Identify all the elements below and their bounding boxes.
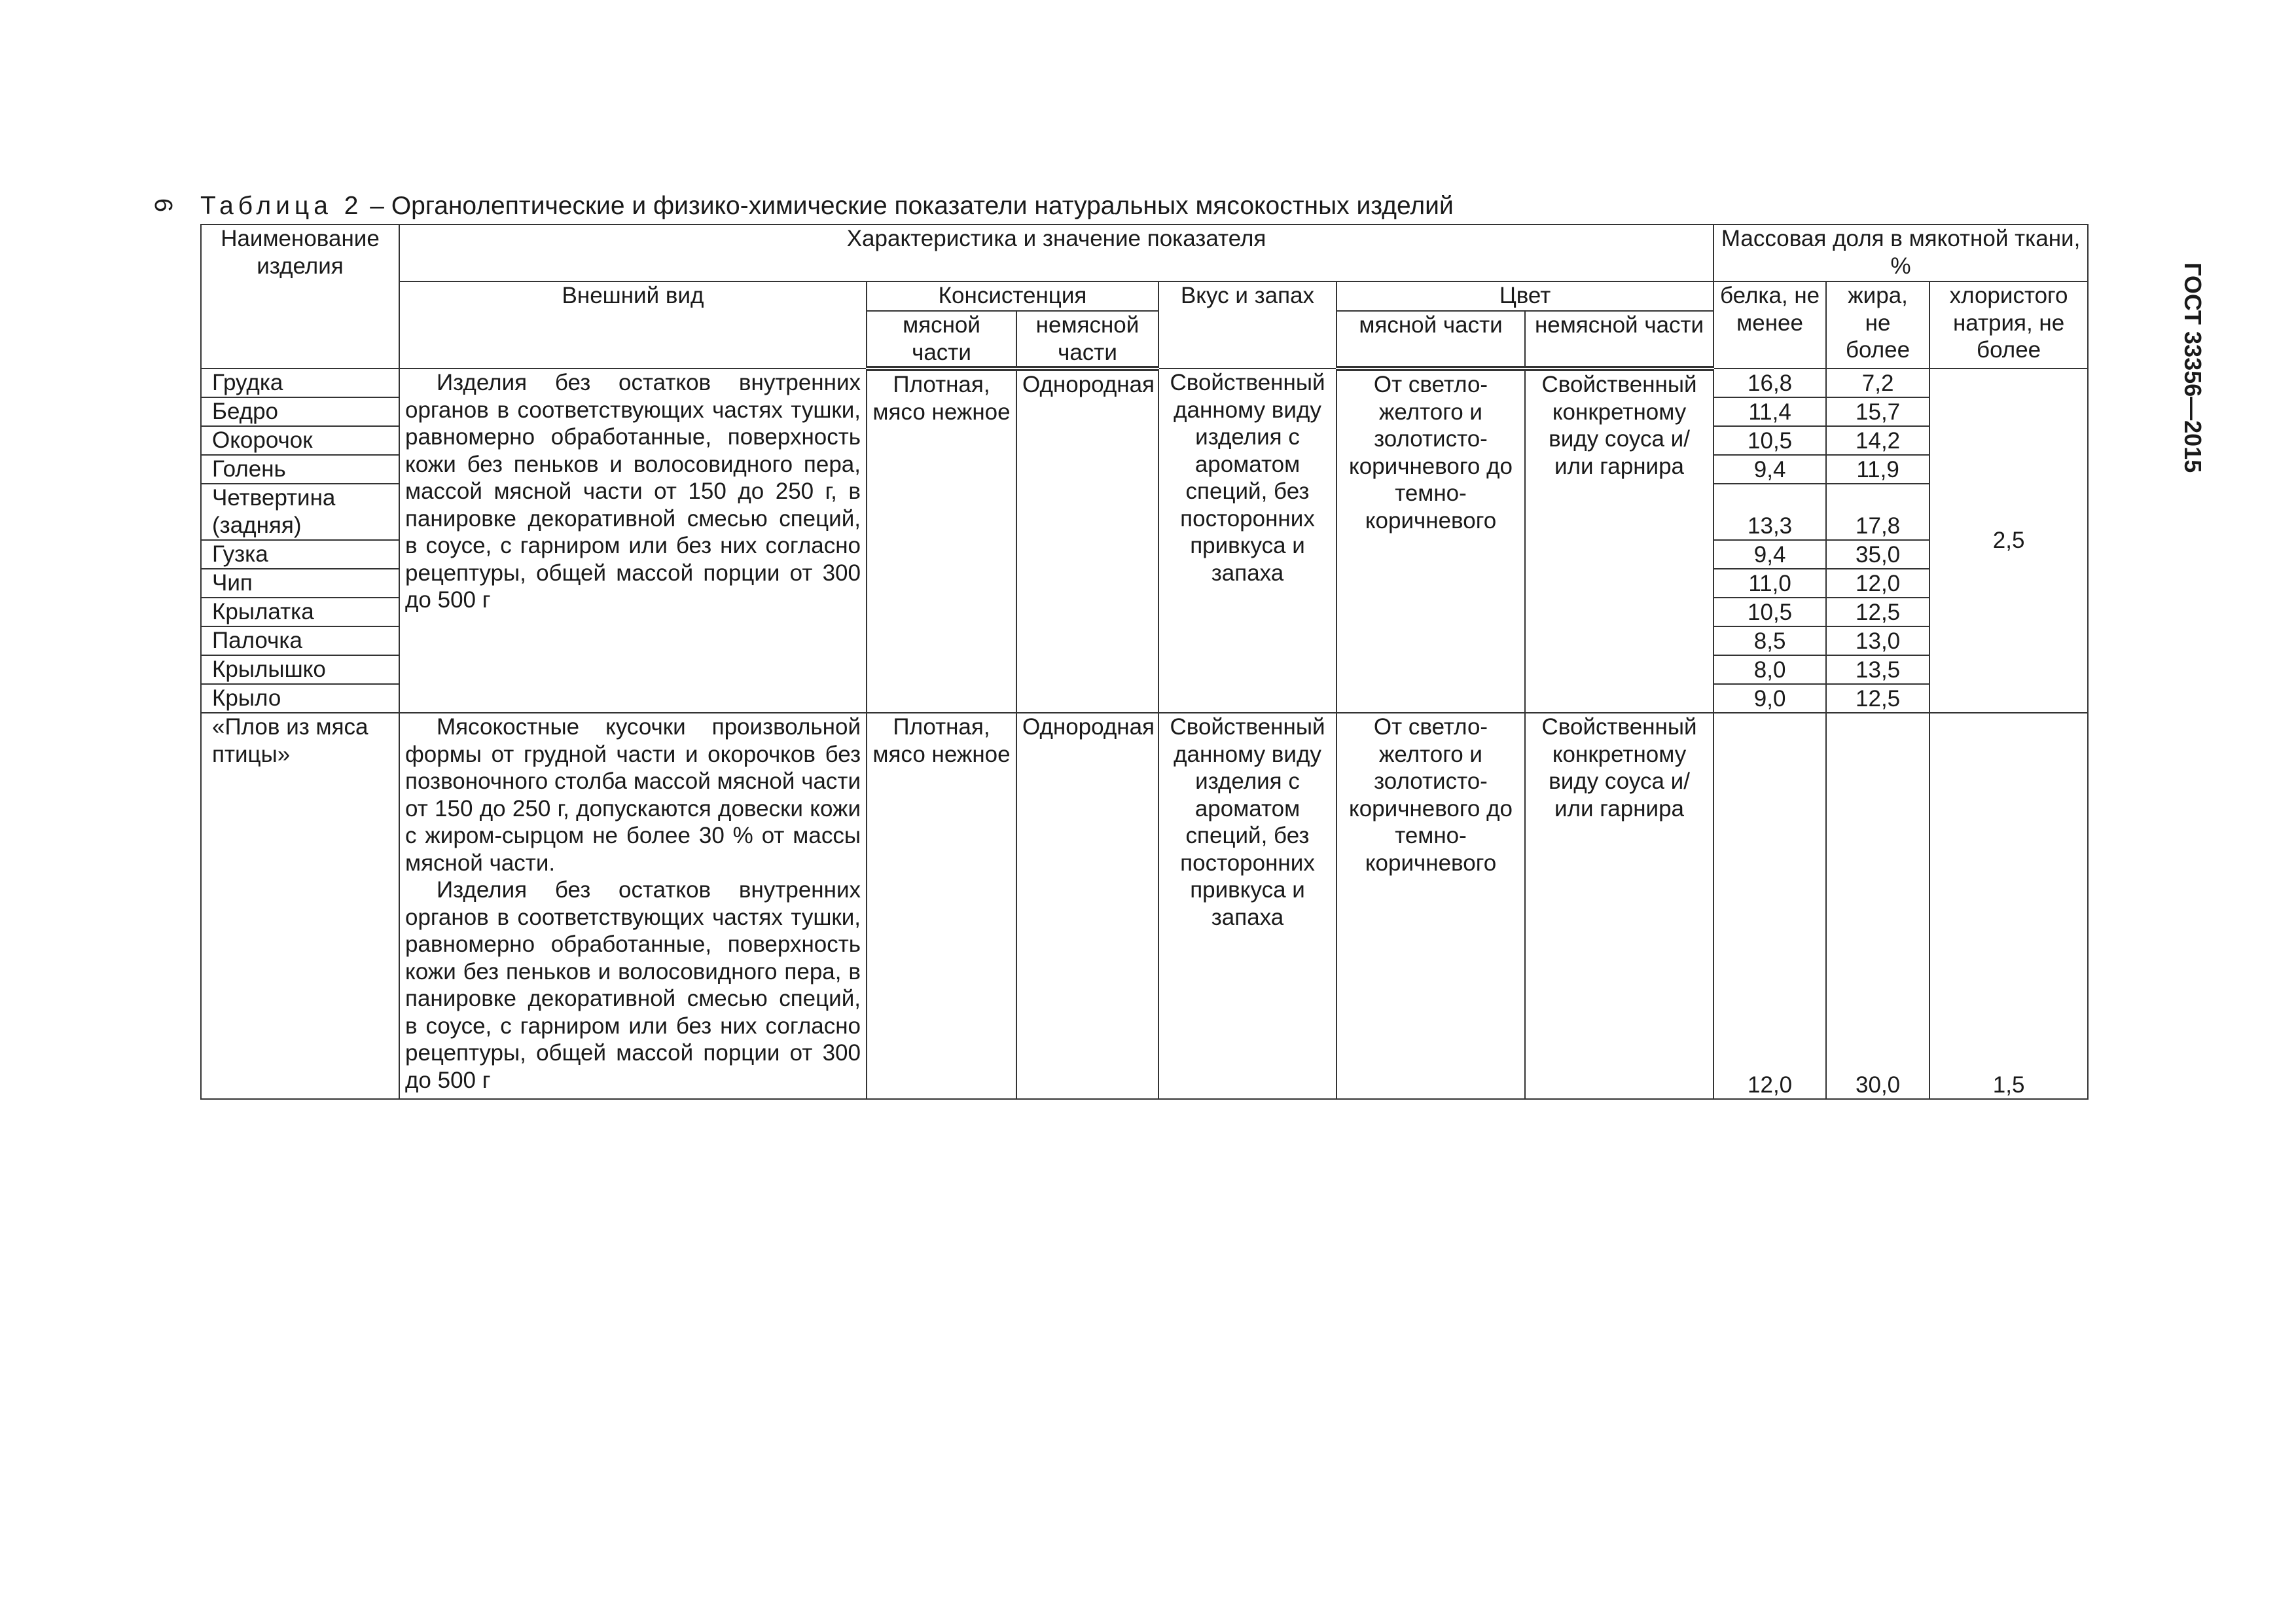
fat-value: 17,8 <box>1826 484 1929 540</box>
consistency-meat-text: Плотная, мясо нежное <box>867 713 1016 1099</box>
fat-value: 35,0 <box>1826 540 1929 569</box>
header-fat: жира, не более <box>1826 281 1929 369</box>
header-consistency-meat: мясной части <box>867 311 1016 369</box>
header-row-2 <box>201 281 2088 311</box>
header-row-1 <box>201 225 2088 281</box>
product-name: Голень <box>201 455 399 484</box>
color-meat-text: От светло-желтого и золотисто-коричневого до темно-коричневого <box>1336 713 1525 1099</box>
color-nonmeat-text: Свойственный конкретному виду соуса и/или гарнира <box>1525 369 1713 713</box>
fat-value: 12,0 <box>1826 569 1929 598</box>
consistency-meat-text: Плотная, мясо нежное <box>867 369 1016 713</box>
fat-value: 13,0 <box>1826 626 1929 655</box>
header-name: Наименование изделия <box>201 225 399 369</box>
salt-value: 2,5 <box>1929 369 2088 713</box>
caption-text: – Органолептические и физико-химические показатели натуральных мясокостных изделий <box>363 192 1454 220</box>
product-name: Бедро <box>201 397 399 426</box>
fat-value: 7,2 <box>1826 369 1929 397</box>
fat-value: 12,5 <box>1826 684 1929 713</box>
appearance-paragraph-2: Изделия без остатков внутренних органов в соответствующих частях тушки, равномерно обработанные, поверхность кожи без пеньков и волосовидного пера, в панировке декоративной смесью специй, в соусе, с гарниром или без них согласно рецептуры, общей массой порции от 300 до 500 г <box>405 877 861 1093</box>
header-protein: белка, не менее <box>1713 281 1826 369</box>
header-color-nonmeat: немясной части <box>1525 311 1713 369</box>
product-name: Крыло <box>201 684 399 713</box>
header-characteristic: Характеристика и значение показателя <box>399 225 1713 281</box>
product-name: Крылатка <box>201 598 399 626</box>
header-salt: хлористого натрия, не более <box>1929 281 2088 369</box>
protein-value: 12,0 <box>1713 713 1826 1099</box>
protein-value: 10,5 <box>1713 598 1826 626</box>
fat-value: 13,5 <box>1826 655 1929 684</box>
header-mass-fraction: Массовая доля в мякотной ткани, % <box>1713 225 2088 281</box>
header-consistency: Консистенция <box>867 281 1158 311</box>
header-color: Цвет <box>1336 281 1713 311</box>
protein-value: 13,3 <box>1713 484 1826 540</box>
product-name: Палочка <box>201 626 399 655</box>
protein-value: 10,5 <box>1713 426 1826 455</box>
product-name: Чип <box>201 569 399 598</box>
protein-value: 9,4 <box>1713 540 1826 569</box>
appearance-text <box>399 713 867 1099</box>
color-meat-text: От светло-желтого и золотисто-коричневого до темно-коричневого <box>1336 369 1525 713</box>
protein-value: 8,0 <box>1713 655 1826 684</box>
taste-text: Свойственный данному виду изделия с ароматом специй, без посторонних привкуса и запаха <box>1158 713 1336 1099</box>
color-nonmeat-text: Свойственный конкретному виду соуса и/или гарнира <box>1525 713 1713 1099</box>
fat-value: 12,5 <box>1826 598 1929 626</box>
indicators-table <box>200 224 2089 1100</box>
appearance-paragraph-1: Мясокостные кусочки произвольной формы от грудной части и окорочков без позвоночного столба массой мясной части от 150 до 250 г, допускаются довески кожи с жиром-сырцом не более 30 % от массы мясной части. <box>405 714 861 876</box>
header-appearance: Внешний вид <box>399 281 867 369</box>
fat-value: 11,9 <box>1826 455 1929 484</box>
table-row <box>201 369 2088 397</box>
document-header: ГОСТ 33356—2015 <box>2179 262 2206 473</box>
protein-value: 8,5 <box>1713 626 1826 655</box>
header-consistency-nonmeat: немясной части <box>1016 311 1158 369</box>
protein-value: 9,4 <box>1713 455 1826 484</box>
product-name: Крылышко <box>201 655 399 684</box>
salt-value: 1,5 <box>1929 713 2088 1099</box>
protein-value: 11,0 <box>1713 569 1826 598</box>
caption-label: Таблица 2 <box>200 192 363 220</box>
taste-text: Свойственный данному виду изделия с ароматом специй, без посторонних привкуса и запаха <box>1158 369 1336 713</box>
page-number: 6 <box>149 198 177 213</box>
product-name: «Плов из мяса птицы» <box>201 713 399 1099</box>
fat-value: 15,7 <box>1826 397 1929 426</box>
fat-value: 14,2 <box>1826 426 1929 455</box>
product-name: Гузка <box>201 540 399 569</box>
table-caption <box>200 192 1454 221</box>
header-color-meat: мясной части <box>1336 311 1525 369</box>
product-name: Окорочок <box>201 426 399 455</box>
protein-value: 16,8 <box>1713 369 1826 397</box>
fat-value: 30,0 <box>1826 713 1929 1099</box>
consistency-nonmeat-text: Однородная <box>1016 713 1158 1099</box>
protein-value: 9,0 <box>1713 684 1826 713</box>
appearance-text: Изделия без остатков внутренних органов в соответствующих частях тушки, равномерно обработанные, поверхность кожи без пеньков и волосовидного пера, массой мясной части от 150 до 250 г, в панировке декоративной смесью специй, в соусе, с гарниром или без них согласно рецептуры, общей массой порции от 300 до 500 г <box>399 369 867 713</box>
header-taste-smell: Вкус и запах <box>1158 281 1336 369</box>
product-name: Четвертина (задняя) <box>201 484 399 540</box>
table-row-plov <box>201 713 2088 1099</box>
protein-value: 11,4 <box>1713 397 1826 426</box>
product-name: Грудка <box>201 369 399 397</box>
consistency-nonmeat-text: Однородная <box>1016 369 1158 713</box>
